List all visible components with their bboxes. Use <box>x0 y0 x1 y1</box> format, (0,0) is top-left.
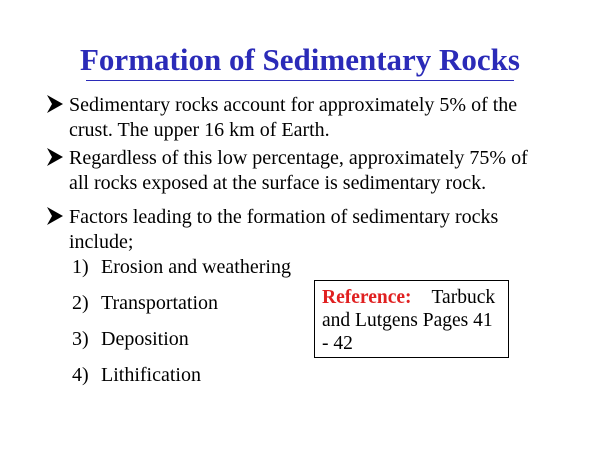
bullet-text <box>69 205 564 255</box>
bullet-line: Sedimentary rocks account for approximately 5% of the <box>69 94 518 116</box>
factor-item-3 <box>72 327 189 351</box>
factor-number: 1) <box>72 256 89 278</box>
factor-label: Transportation <box>101 292 219 314</box>
title-underline <box>86 80 514 81</box>
reference-line-2: and Lutgens Pages 41 <box>322 310 493 331</box>
bullet-text <box>69 146 564 196</box>
factor-number: 2) <box>72 292 89 314</box>
reference-line-1 <box>322 286 501 309</box>
factor-label: Lithification <box>101 364 201 386</box>
factor-number: 3) <box>72 328 89 350</box>
slide-title: Formation of Sedimentary Rocks <box>80 42 520 77</box>
factor-item-2 <box>72 291 218 315</box>
reference-label: Reference: <box>322 287 412 308</box>
factor-label: Deposition <box>101 328 189 350</box>
bullet-line: all rocks exposed at the surface is sedimentary rock. <box>69 172 487 194</box>
arrowhead-bullet-icon <box>46 206 64 226</box>
factor-number: 4) <box>72 364 89 386</box>
bullet-line: include; <box>69 231 134 253</box>
bullet-line: Factors leading to the formation of sedimentary rocks <box>69 206 499 228</box>
factor-item-1 <box>72 255 291 279</box>
factor-item-4 <box>72 363 201 387</box>
bullet-line: crust. The upper 16 km of Earth. <box>69 119 330 141</box>
bullet-text <box>69 93 564 143</box>
arrowhead-bullet-icon <box>46 94 64 114</box>
bullet-line: Regardless of this low percentage, approximately 75% of <box>69 147 528 169</box>
arrowhead-bullet-icon <box>46 147 64 167</box>
reference-box <box>314 280 509 358</box>
factor-label: Erosion and weathering <box>101 256 291 278</box>
reference-line-3: - 42 <box>322 333 353 354</box>
reference-author: Tarbuck <box>431 287 496 308</box>
